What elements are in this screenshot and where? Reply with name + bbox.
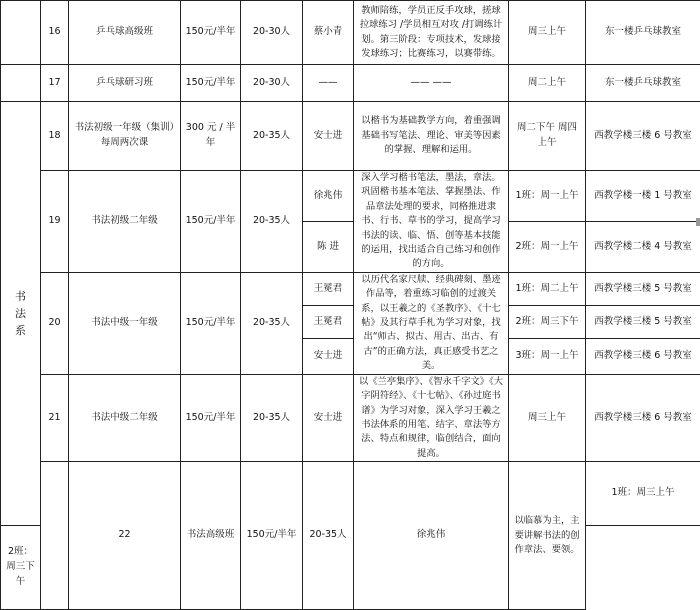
course-description: —— —— bbox=[354, 65, 509, 102]
row-number: 20 bbox=[41, 272, 69, 374]
class-time: 周三上午 bbox=[509, 374, 586, 461]
teacher-name: —— bbox=[303, 65, 354, 102]
row-number: 16 bbox=[41, 1, 69, 65]
class-size: 20-30人 bbox=[241, 1, 303, 65]
row-number: 22 bbox=[69, 462, 181, 610]
dept-cell-bottom bbox=[41, 462, 69, 610]
classroom: 西教学楼三楼 6 号教室 bbox=[586, 339, 700, 374]
class-size: 20-35人 bbox=[241, 272, 303, 374]
class-time: 2班：周三下午 bbox=[1, 525, 41, 610]
edge-marker bbox=[696, 218, 700, 226]
course-description: 以《兰亭集序》、《智永千字文》《大字阴符经》、《十七帖》、《孙过庭书谱》为学习对象，深入学习王羲之书法体系的用笔、结字、章法等方法、特点和规律，临创结合，面向提高。 bbox=[354, 374, 509, 461]
class-size: 20-35人 bbox=[241, 171, 303, 273]
teacher-name: 蔡小青 bbox=[303, 1, 354, 65]
department-char: 书 bbox=[5, 288, 36, 305]
class-time: 1班：周三上午 bbox=[586, 462, 700, 526]
class-time: 2班：周三下午 bbox=[509, 306, 586, 339]
course-fee: 150元/半年 bbox=[181, 272, 241, 374]
department-char: 系 bbox=[5, 322, 36, 339]
class-time: 1班：周二上午 bbox=[509, 272, 586, 305]
class-time: 2班：周一上午 bbox=[509, 221, 586, 272]
row-number: 21 bbox=[41, 374, 69, 461]
class-size: 20-35人 bbox=[303, 462, 354, 610]
table-row bbox=[1, 272, 700, 305]
class-size: 20-35人 bbox=[241, 102, 303, 171]
class-time: 周三上午 bbox=[509, 1, 586, 65]
course-description: 教师陪练，学员正反手攻球，搓球拉球练习 /学员相互对攻 /打调练计划。第三阶段：专项技术，发球接发球练习；比赛练习，以赛带练。 bbox=[354, 1, 509, 65]
class-size: 20-35人 bbox=[241, 374, 303, 461]
dept-cell-top bbox=[1, 65, 41, 102]
course-name: 乒乓球研习班 bbox=[69, 65, 181, 102]
classroom: 西教学楼二楼 4 号教室 bbox=[586, 221, 700, 272]
table-row bbox=[1, 102, 700, 171]
table-row bbox=[1, 462, 700, 526]
teacher-name: 徐兆伟 bbox=[354, 462, 509, 610]
teacher-name: 安士进 bbox=[303, 339, 354, 374]
row-number: 19 bbox=[41, 171, 69, 273]
class-time: 1班：周一上午 bbox=[509, 171, 586, 222]
course-fee: 150元/半年 bbox=[181, 65, 241, 102]
dept-cell-top bbox=[1, 1, 41, 65]
course-fee: 150元/半年 bbox=[181, 171, 241, 273]
class-time: 周二下午 周四上午 bbox=[509, 102, 586, 171]
row-number: 18 bbox=[41, 102, 69, 171]
course-description: 以临慕为主，主要讲解书法的创作章法、要领。 bbox=[509, 462, 586, 610]
course-name: 书法中级一年级 bbox=[69, 272, 181, 374]
teacher-name: 安士进 bbox=[303, 102, 354, 171]
classroom: 西教学楼三楼 6 号教室 bbox=[586, 102, 700, 171]
teacher-name: 安士进 bbox=[303, 374, 354, 461]
table-row bbox=[1, 374, 700, 461]
table-row bbox=[1, 171, 700, 222]
course-name: 书法初级二年级 bbox=[69, 171, 181, 273]
classroom: 东一楼乒乓球教室 bbox=[586, 1, 700, 65]
course-description: 以楷书为基础教学方向，着重强调基础书写笔法、理论、审美等因素的掌握、理解和运用。 bbox=[354, 102, 509, 171]
teacher-name: 徐兆伟 bbox=[303, 171, 354, 222]
course-description: 以历代名家尺牍、经典碑刻、墨迹作品等，着重练习临创的过渡关系，以王羲之的《圣教序》、《十七帖》及其行草手札为学习对象，找出“师古、拟古、用古、出古、有古”的正确方法，真正感受书艺之美。 bbox=[354, 272, 509, 374]
course-fee: 300 元 / 半年 bbox=[181, 102, 241, 171]
course-description: 深入学习楷书笔法，墨法，章法。巩固楷书基本笔法、掌握墨法、作品章法处理的要求，同格推进隶书、行书、草书的学习，提高学习书法的读、临、悟、创等基本技能的运用，找出适合自己练习和创作的方向。 bbox=[354, 171, 509, 273]
classroom: 西教学楼一楼 1 号教室 bbox=[586, 171, 700, 222]
course-fee: 150元/半年 bbox=[181, 1, 241, 65]
class-size: 20-30人 bbox=[241, 65, 303, 102]
department-char: 法 bbox=[5, 305, 36, 322]
table-row bbox=[1, 65, 700, 102]
classroom: 西教学楼三楼 5 号教室 bbox=[586, 306, 700, 339]
classroom: 东一楼乒乓球教室 bbox=[586, 65, 700, 102]
class-time: 3班：周一上午 bbox=[509, 339, 586, 374]
course-fee: 150元/半年 bbox=[181, 374, 241, 461]
class-time: 周二上午 bbox=[509, 65, 586, 102]
classroom: 西教学楼三楼 6 号教室 bbox=[586, 374, 700, 461]
course-name: 书法初级一年级（集训）每周两次课 bbox=[69, 102, 181, 171]
row-number: 17 bbox=[41, 65, 69, 102]
course-name: 书法高级班 bbox=[181, 462, 241, 610]
department-cell bbox=[1, 102, 41, 526]
teacher-name: 王冕君 bbox=[303, 272, 354, 305]
course-fee: 150元/半年 bbox=[241, 462, 303, 610]
teacher-name: 王冕君 bbox=[303, 306, 354, 339]
course-name: 乒乓球高级班 bbox=[69, 1, 181, 65]
classroom: 西教学楼三楼 5 号教室 bbox=[586, 272, 700, 305]
table-row bbox=[1, 1, 700, 65]
teacher-name: 陈 进 bbox=[303, 221, 354, 272]
course-name: 书法中级二年级 bbox=[69, 374, 181, 461]
